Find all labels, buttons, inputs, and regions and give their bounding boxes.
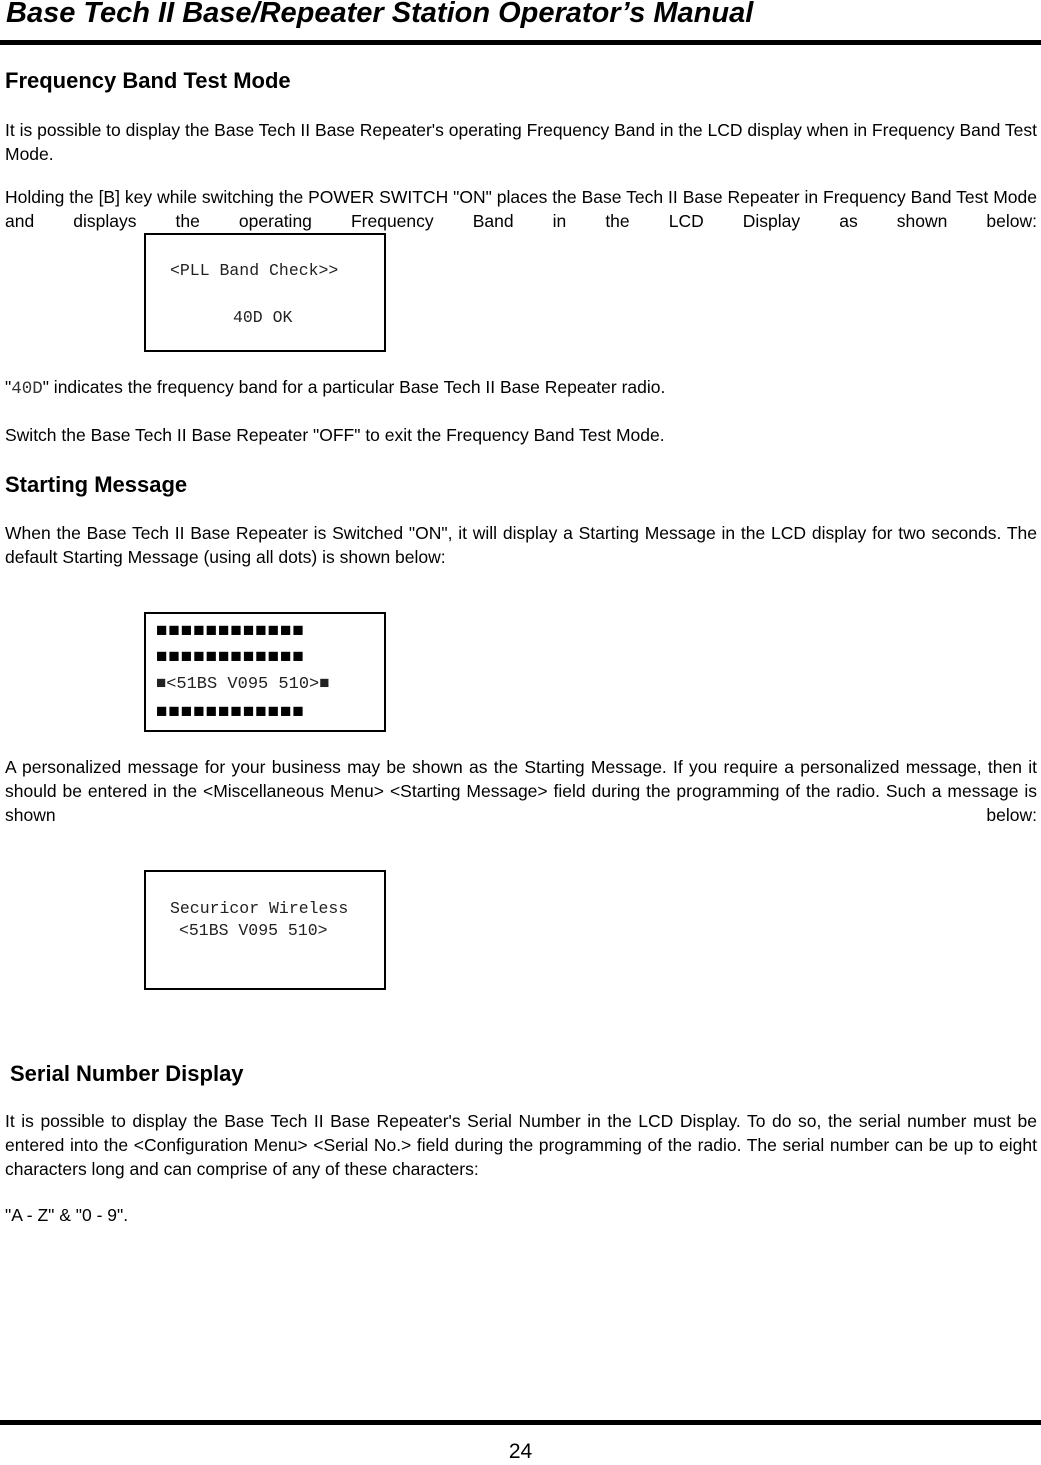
freq-paragraph-4: Switch the Base Tech II Base Repeater "OFF" to exit the Frequency Band Test Mode. — [5, 425, 665, 445]
lcd-pll-band-check — [144, 233, 386, 352]
page-number: 24 — [508, 1440, 533, 1463]
footer-rule — [0, 1420, 1041, 1425]
freq-paragraph-3 — [5, 375, 665, 401]
section-heading-frequency-band: Frequency Band Test Mode — [5, 68, 291, 93]
lcd-dots-line: ■■■■■■■■■■■■ — [156, 646, 305, 668]
section-heading-serial-number: Serial Number Display — [10, 1061, 244, 1086]
starting-paragraph-1: When the Base Tech II Base Repeater is Switched "ON", it will display a Starting Message in the LCD display for two seconds. The default Starting Message (using all dots) is shown below: — [5, 523, 1037, 567]
lcd-default-starting-message — [144, 612, 386, 732]
lcd-version-line: ■<51BS V095 510>■ — [156, 675, 330, 694]
freq-paragraph-2: Holding the [B] key while switching the POWER SWITCH "ON" places the Base Tech II Base Repeater in Frequency Band Test Mode and displays the operating Frequency Band in the LCD Display as shown below: — [5, 187, 1037, 231]
lcd-dots-line: ■■■■■■■■■■■■ — [156, 620, 305, 642]
serial-paragraph-1: It is possible to display the Base Tech II Base Repeater's Serial Number in the LCD Display. To do so, the serial number must be entered into the <Configuration Menu> <Serial No.> field during the programming of the radio. The serial number can be up to eight characters long and can comprise of any of these characters: — [5, 1111, 1037, 1179]
serial-paragraph-2: "A - Z" & "0 - 9". — [5, 1205, 129, 1225]
open-quote: " — [5, 377, 12, 397]
header-rule — [0, 40, 1041, 45]
band-description: " indicates the frequency band for a particular Base Tech II Base Repeater radio. — [42, 377, 666, 397]
lcd-line: <51BS V095 510> — [179, 921, 328, 940]
band-code: 40D — [11, 379, 43, 399]
starting-paragraph-2: A personalized message for your business may be shown as the Starting Message. If you require a personalized message, then it should be entered in the <Miscellaneous Menu> <Starting Message> field during the programming of the radio. Such a message is shown below: — [5, 757, 1037, 825]
lcd-custom-starting-message — [144, 870, 386, 990]
lcd-dots-line: ■■■■■■■■■■■■ — [156, 701, 305, 723]
lcd-line: 40D OK — [233, 308, 293, 327]
lcd-line: <PLL Band Check>> — [170, 261, 339, 280]
freq-paragraph-1: It is possible to display the Base Tech II Base Repeater's operating Frequency Band in the LCD display when in Frequency Band Test Mode. — [5, 120, 1037, 164]
document-title: Base Tech II Base/Repeater Station Operator’s Manual — [6, 0, 754, 29]
section-heading-starting-message: Starting Message — [5, 472, 188, 497]
lcd-line: Securicor Wireless — [170, 899, 349, 918]
